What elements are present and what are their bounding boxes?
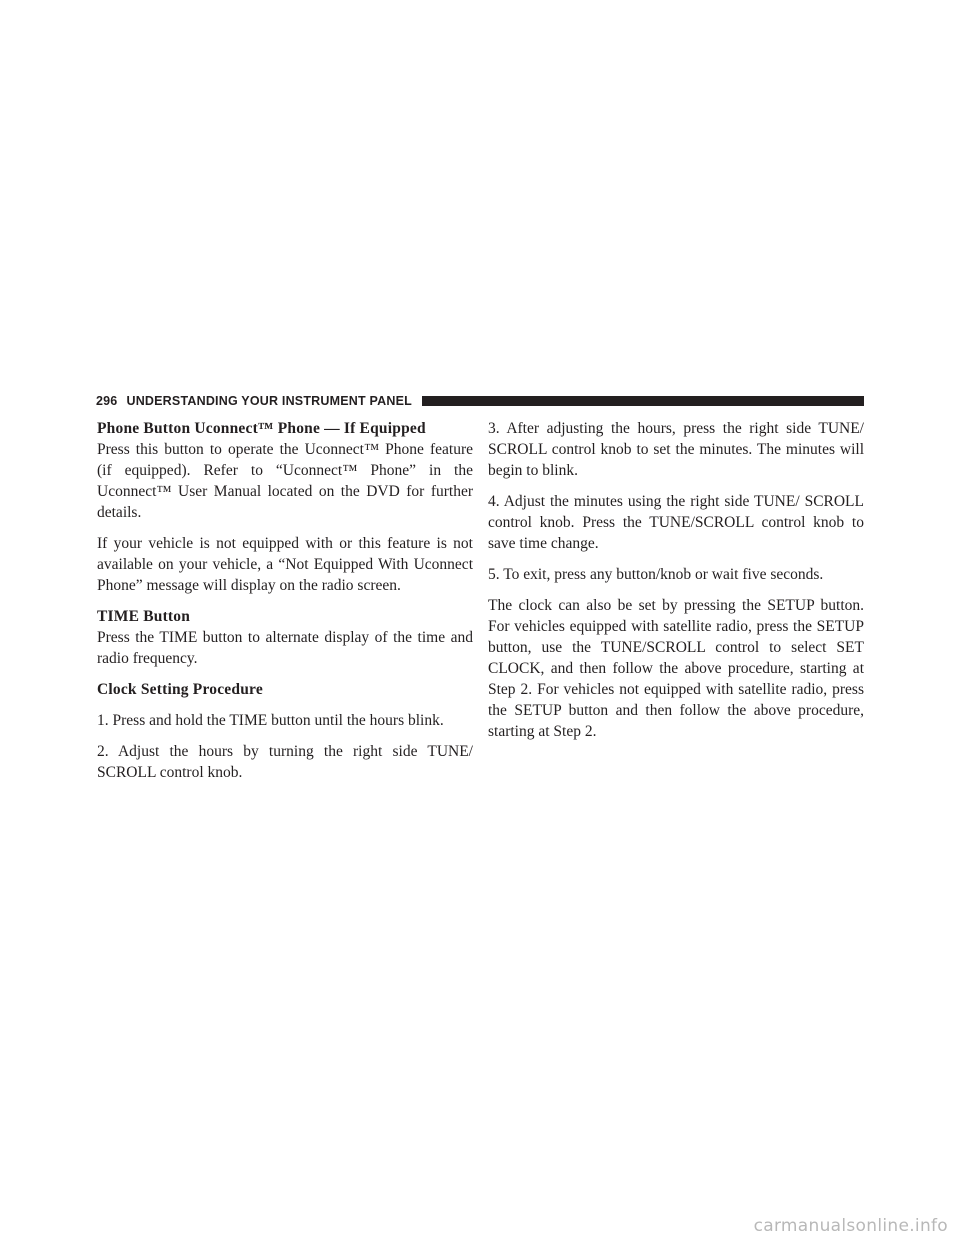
phone-paragraph-1: Press this button to operate the Uconnect™ Phone feature (if equipped). Refer to “Uconnect™ Phone” in the Uconnect™ User Manual located on the DVD for further details. (97, 441, 473, 521)
right-column (488, 418, 864, 752)
setup-paragraph: The clock can also be set by pressing the SETUP button. For vehicles equipped with satellite radio, press the SETUP button, use the TUNE/SCROLL control to select SET CLOCK, and then follow the above procedure, starting at Step 2. For vehicles not equipped with satellite radio, press the SETUP button and then follow the above procedure, starting at Step 2. (488, 597, 864, 740)
header-rule (422, 396, 864, 406)
step-4: 4. Adjust the minutes using the right side TUNE/ SCROLL control knob. Press the TUNE/SCROLL control knob to save time change. (488, 493, 864, 552)
phone-paragraph-2: If your vehicle is not equipped with or this feature is not available on your vehicle, a “Not Equipped With Uconnect Phone” message will display on the radio screen. (97, 535, 473, 594)
page-header (96, 390, 864, 412)
phone-button-heading: Phone Button Uconnect™ Phone — If Equipped (97, 420, 426, 437)
step-5: 5. To exit, press any button/knob or wait five seconds. (488, 566, 824, 583)
watermark-link[interactable]: carmanualsonline.info (753, 1216, 948, 1236)
left-column (97, 418, 473, 793)
section-title: UNDERSTANDING YOUR INSTRUMENT PANEL (126, 394, 412, 408)
page-number: 296 (96, 394, 118, 408)
time-button-heading: TIME Button (97, 608, 191, 625)
time-button-paragraph: Press the TIME button to alternate display of the time and radio frequency. (97, 629, 473, 667)
step-3: 3. After adjusting the hours, press the right side TUNE/ SCROLL control knob to set the minutes. The minutes will begin to blink. (488, 420, 864, 479)
step-2: 2. Adjust the hours by turning the right side TUNE/ SCROLL control knob. (97, 743, 473, 781)
step-1: 1. Press and hold the TIME button until the hours blink. (97, 712, 444, 729)
clock-setting-heading: Clock Setting Procedure (97, 681, 263, 698)
